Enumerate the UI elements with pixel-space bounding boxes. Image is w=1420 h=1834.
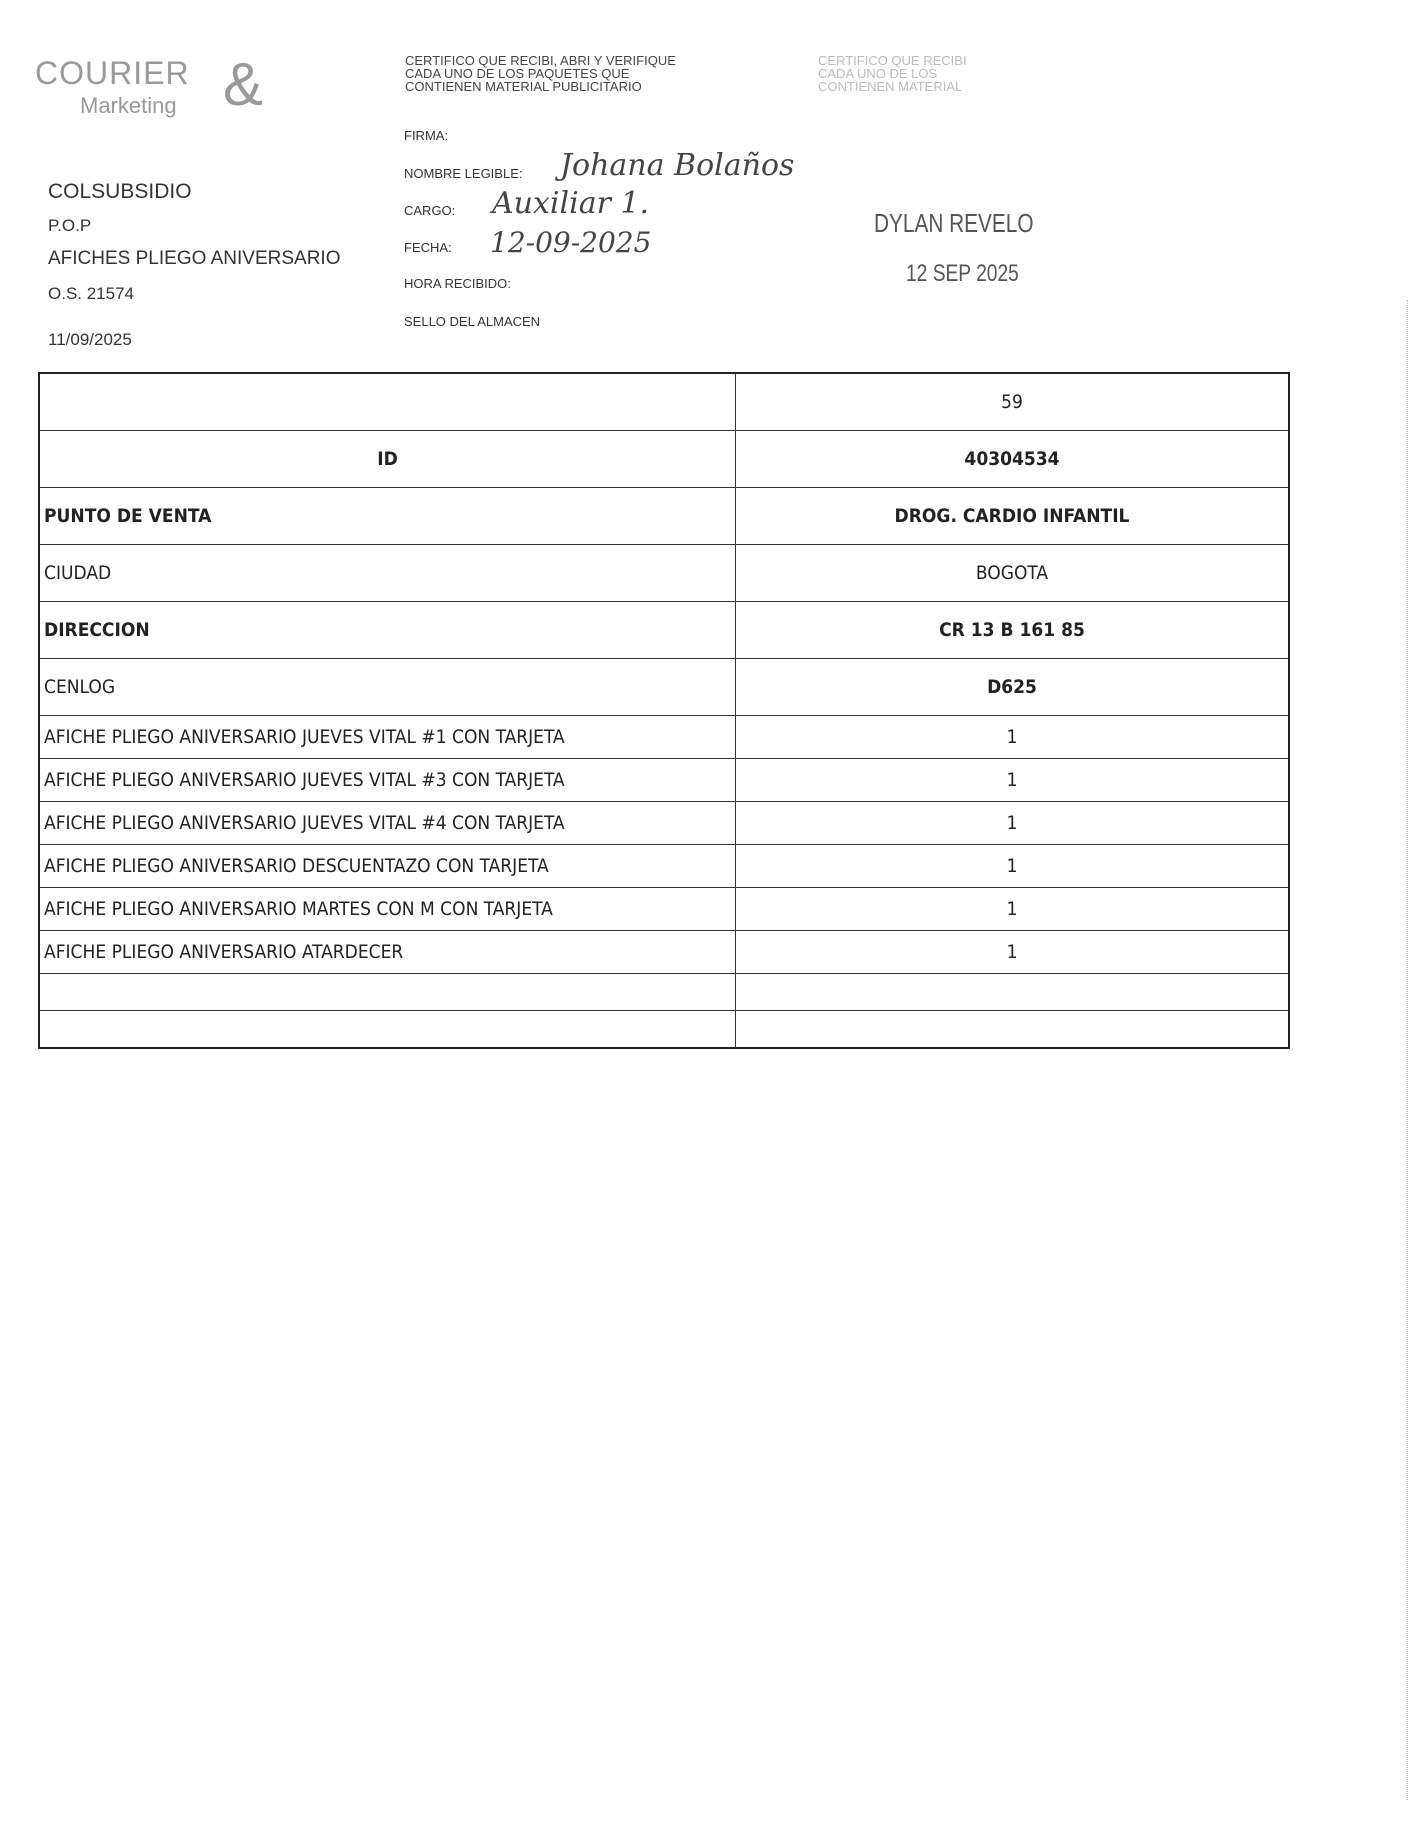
item-qty: 1	[736, 716, 1290, 759]
table-row	[39, 659, 1289, 716]
logo-text-bottom: Marketing	[80, 93, 177, 118]
item-row	[39, 802, 1289, 845]
certificate-line: CADA UNO DE LOS PAQUETES QUE	[405, 66, 630, 81]
firma-label: FIRMA:	[404, 128, 449, 143]
row-label: CIUDAD	[39, 545, 736, 602]
row-label: PUNTO DE VENTA	[39, 488, 736, 545]
empty-row	[39, 974, 1289, 1011]
cargo-label: CARGO:	[404, 203, 456, 218]
item-label: AFICHE PLIEGO ANIVERSARIO JUEVES VITAL #3 CON TARJETA	[39, 759, 736, 802]
client-name: COLSUBSIDIO	[48, 180, 192, 203]
row-value: CR 13 B 161 85	[736, 602, 1290, 659]
item-label: AFICHE PLIEGO ANIVERSARIO MARTES CON M CON TARJETA	[39, 888, 736, 931]
receiver-stamp-name: DYLAN REVELO	[874, 208, 1034, 238]
item-label: AFICHE PLIEGO ANIVERSARIO ATARDECER	[39, 931, 736, 974]
nombre-handwritten: Johana Bolaños	[560, 148, 795, 183]
nombre-label: NOMBRE LEGIBLE:	[404, 166, 523, 181]
row-value: BOGOTA	[736, 545, 1290, 602]
faded-duplicate-text: CERTIFICO QUE RECIBI CADA UNO DE LOS CONTIENEN MATERIAL	[818, 53, 967, 94]
logo-symbol: &	[223, 51, 264, 118]
item-label: AFICHE PLIEGO ANIVERSARIO DESCUENTAZO CON TARJETA	[39, 845, 736, 888]
sello-label: SELLO DEL ALMACEN	[404, 314, 541, 329]
order-date: 11/09/2025	[48, 330, 132, 349]
order-number: O.S. 21574	[48, 284, 135, 303]
scan-edge-line	[1407, 300, 1410, 1800]
item-qty: 1	[736, 888, 1290, 931]
table-row	[39, 373, 1289, 431]
receiver-stamp-date: 12 SEP 2025	[906, 260, 1019, 287]
item-row	[39, 845, 1289, 888]
certificate-line: CONTIENEN MATERIAL PUBLICITARIO	[405, 79, 642, 94]
item-row	[39, 716, 1289, 759]
item-row	[39, 759, 1289, 802]
client-type: P.O.P	[48, 216, 92, 235]
item-label: AFICHE PLIEGO ANIVERSARIO JUEVES VITAL #1 CON TARJETA	[39, 716, 736, 759]
row-label: DIRECCION	[39, 602, 736, 659]
fecha-handwritten: 12-09-2025	[490, 226, 652, 259]
certificate-line: CERTIFICO QUE RECIBI, ABRI Y VERIFIQUE	[405, 53, 676, 68]
table-row	[39, 602, 1289, 659]
item-qty: 1	[736, 845, 1290, 888]
item-qty: 1	[736, 759, 1290, 802]
table-row	[39, 545, 1289, 602]
row-value: D625	[736, 659, 1290, 716]
item-row	[39, 931, 1289, 974]
logo-text-top: COURIER	[35, 55, 190, 91]
item-qty: 1	[736, 802, 1290, 845]
table-row	[39, 488, 1289, 545]
campaign-name: AFICHES PLIEGO ANIVERSARIO	[48, 248, 341, 269]
fecha-label: FECHA:	[404, 240, 452, 255]
hora-label: HORA RECIBIDO:	[404, 276, 511, 291]
row-value: DROG. CARDIO INFANTIL	[736, 488, 1290, 545]
delivery-table	[38, 372, 1290, 1049]
item-qty: 1	[736, 931, 1290, 974]
cargo-handwritten: Auxiliar 1.	[492, 186, 650, 221]
row-label: CENLOG	[39, 659, 736, 716]
empty-row	[39, 1011, 1289, 1049]
header-value: 59	[736, 373, 1290, 431]
item-row	[39, 888, 1289, 931]
row-label: ID	[39, 431, 736, 488]
item-label: AFICHE PLIEGO ANIVERSARIO JUEVES VITAL #4 CON TARJETA	[39, 802, 736, 845]
courier-marketing-logo	[35, 51, 275, 135]
row-value: 40304534	[736, 431, 1290, 488]
table-row	[39, 431, 1289, 488]
